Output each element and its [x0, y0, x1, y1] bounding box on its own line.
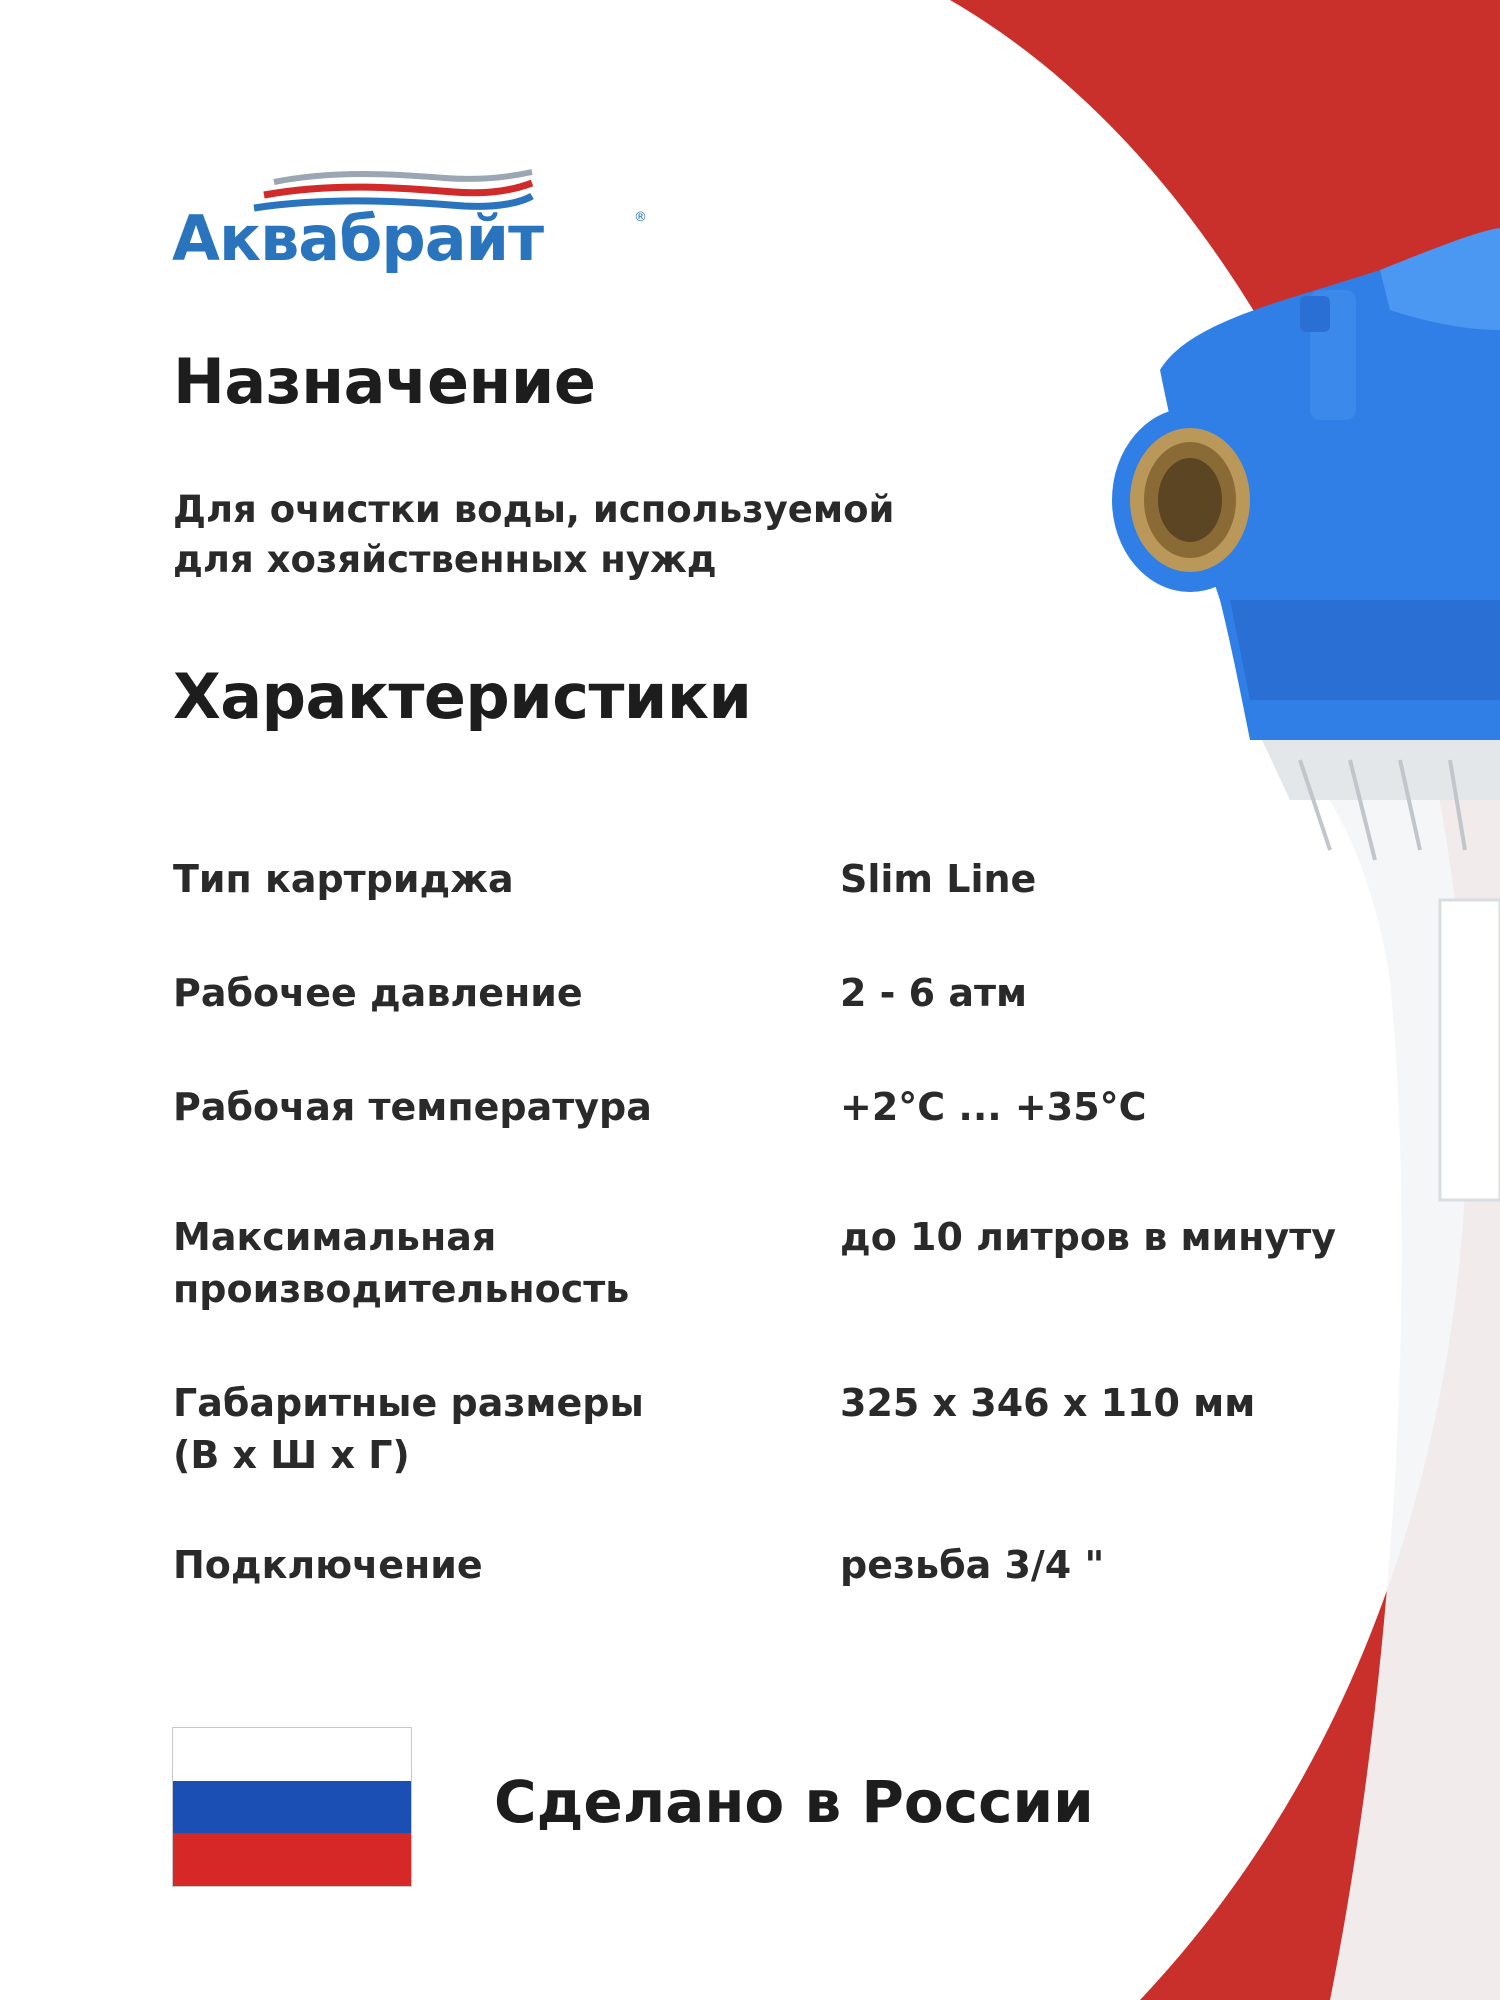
- brand-name: Аквабрайт: [172, 202, 544, 275]
- brand-logo: [172, 168, 662, 278]
- spec-label: Габаритные размеры (В х Ш х Г): [173, 1381, 644, 1477]
- made-in-russia-text: Сделано в России: [494, 1768, 1094, 1836]
- purpose-heading: Назначение: [173, 345, 596, 418]
- spec-label: Рабочее давление: [173, 971, 583, 1015]
- spec-label: Максимальная производительность: [173, 1215, 630, 1311]
- spec-label: Подключение: [173, 1543, 483, 1587]
- spec-label: Рабочая температура: [173, 1085, 652, 1129]
- registered-mark: ®: [634, 210, 647, 225]
- spec-value: Slim Line: [840, 857, 1037, 901]
- spec-value: 325 х 346 х 110 мм: [840, 1381, 1256, 1425]
- purpose-text: Для очистки воды, используемой для хозяйственных нужд: [173, 488, 895, 581]
- spec-value: +2°C ... +35°C: [840, 1085, 1147, 1129]
- spec-value: до 10 литров в минуту: [840, 1215, 1336, 1259]
- specs-heading: Характеристики: [173, 660, 752, 733]
- spec-label: Тип картриджа: [173, 857, 514, 901]
- russia-flag-icon: [172, 1727, 412, 1887]
- spec-value: резьба 3/4 ": [840, 1543, 1105, 1587]
- spec-value: 2 - 6 атм: [840, 971, 1028, 1015]
